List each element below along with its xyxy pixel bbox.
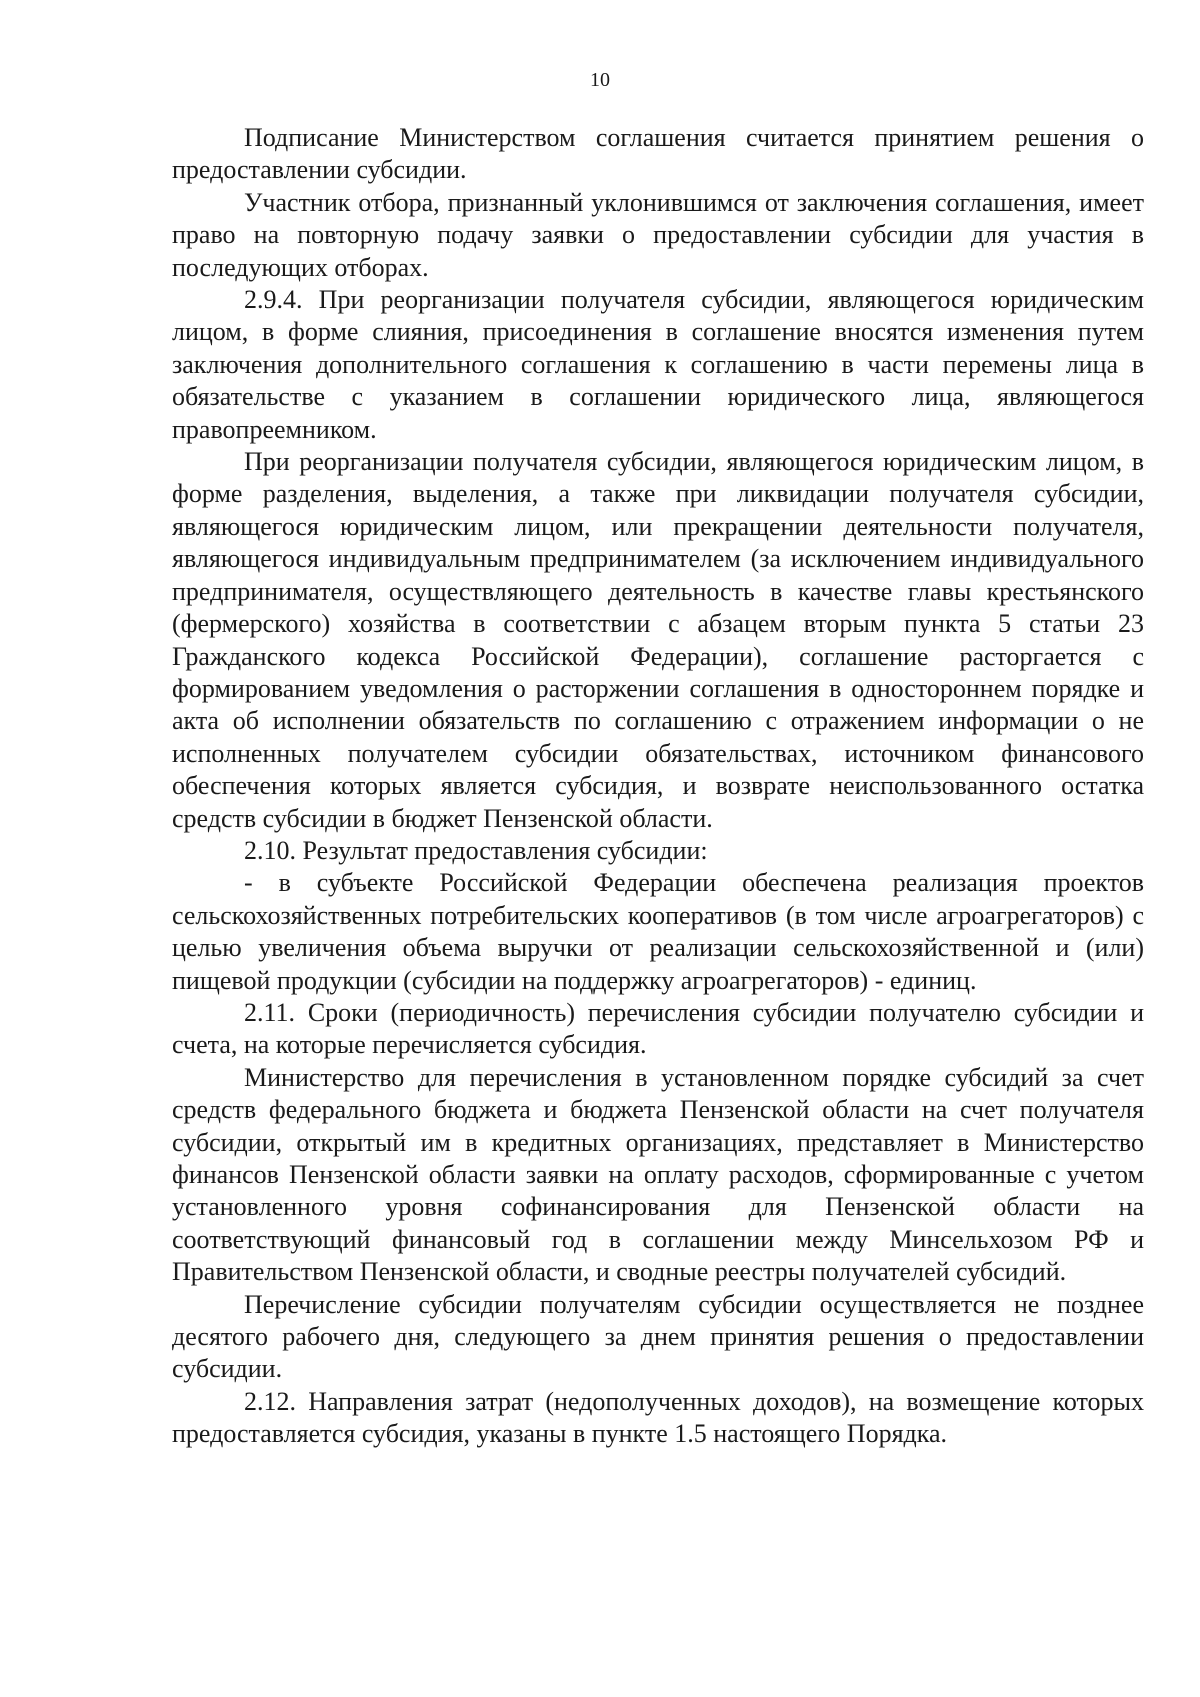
paragraph-ministry-transfer: Министерство для перечисления в установленном порядке субсидий за счет средств федерального бюджета и бюджета Пензенской области на счет получателя субсидии, открытый им в кредитных организациях, представляет в Министерство финансов Пензенской области заявки на оплату расходов, сформированные с учетом установленного уровня софинансирования для Пензенской области на соответствующий финансовый год в соглашении между Минсельхозом РФ и Правительством Пензенской области, и сводные реестры получателей субсидий. bbox=[172, 1062, 1144, 1287]
paragraph-section-2-11: 2.11. Сроки (периодичность) перечисления субсидии получателю субсидии и счета, на которые перечисляется субсидия. bbox=[172, 997, 1144, 1060]
paragraph-transfer-deadline: Перечисление субсидии получателям субсидии осуществляется не позднее десятого рабочего дня, следующего за днем принятия решения о предоставлении субсидии. bbox=[172, 1289, 1144, 1384]
paragraph-section-2-9-4: 2.9.4. При реорганизации получателя субсидии, являющегося юридическим лицом, в форме слияния, присоединения в соглашение вносятся изменения путем заключения дополнительного соглашения к соглашению в части перемены лица в обязательстве с указанием в соглашении юридического лица, являющегося правопреемником. bbox=[172, 285, 1144, 444]
page-number: 10 bbox=[590, 69, 610, 91]
paragraph-section-2-10-heading: 2.10. Результат предоставления субсидии: bbox=[244, 835, 708, 865]
paragraph-signing-decision: Подписание Министерством соглашения считается принятием решения о предоставлении субсидии. bbox=[172, 123, 1144, 185]
paragraph-section-2-12: 2.12. Направления затрат (недополученных доходов), на возмещение которых предоставляется субсидия, указаны в пункте 1.5 настоящего Порядка. bbox=[172, 1386, 1144, 1449]
paragraph-reorganization-termination: При реорганизации получателя субсидии, являющегося юридическим лицом, в форме разделения, выделения, а также при ликвидации получателя субсидии, являющегося юридическим лицом, или прекращении деятельности получателя, являющегося индивидуальным предпринимателем (за исключением индивидуального предпринимателя, осуществляющего деятельность в качестве главы крестьянского (фермерского) хозяйства в соответствии с абзацем вторым пункта 5 статьи 23 Гражданского кодекса Российской Федерации), соглашение расторгается с формированием уведомления о расторжении соглашения в одностороннем порядке и акта об исполнении обязательств по соглашению с отражением информации о не исполненных получателем субсидии обязательствах, источником финансового обеспечения которых является субсидия, и возврате неиспользованного остатка средств субсидии в бюджет Пензенской области. bbox=[172, 447, 1144, 833]
paragraph-evading-participant: Участник отбора, признанный уклонившимся от заключения соглашения, имеет право на повторную подачу заявки о предоставлении субсидии для участия в последующих отборах. bbox=[172, 187, 1144, 282]
paragraph-result-item: - в субъекте Российской Федерации обеспечена реализация проектов сельскохозяйственных потребительских кооперативов (в том числе агроагрегаторов) с целью увеличения объема выручки от реализации сельскохозяйственной и (или) пищевой продукции (субсидии на поддержку агроагрегаторов) - единиц. bbox=[172, 868, 1144, 995]
document-body bbox=[172, 122, 1144, 1451]
